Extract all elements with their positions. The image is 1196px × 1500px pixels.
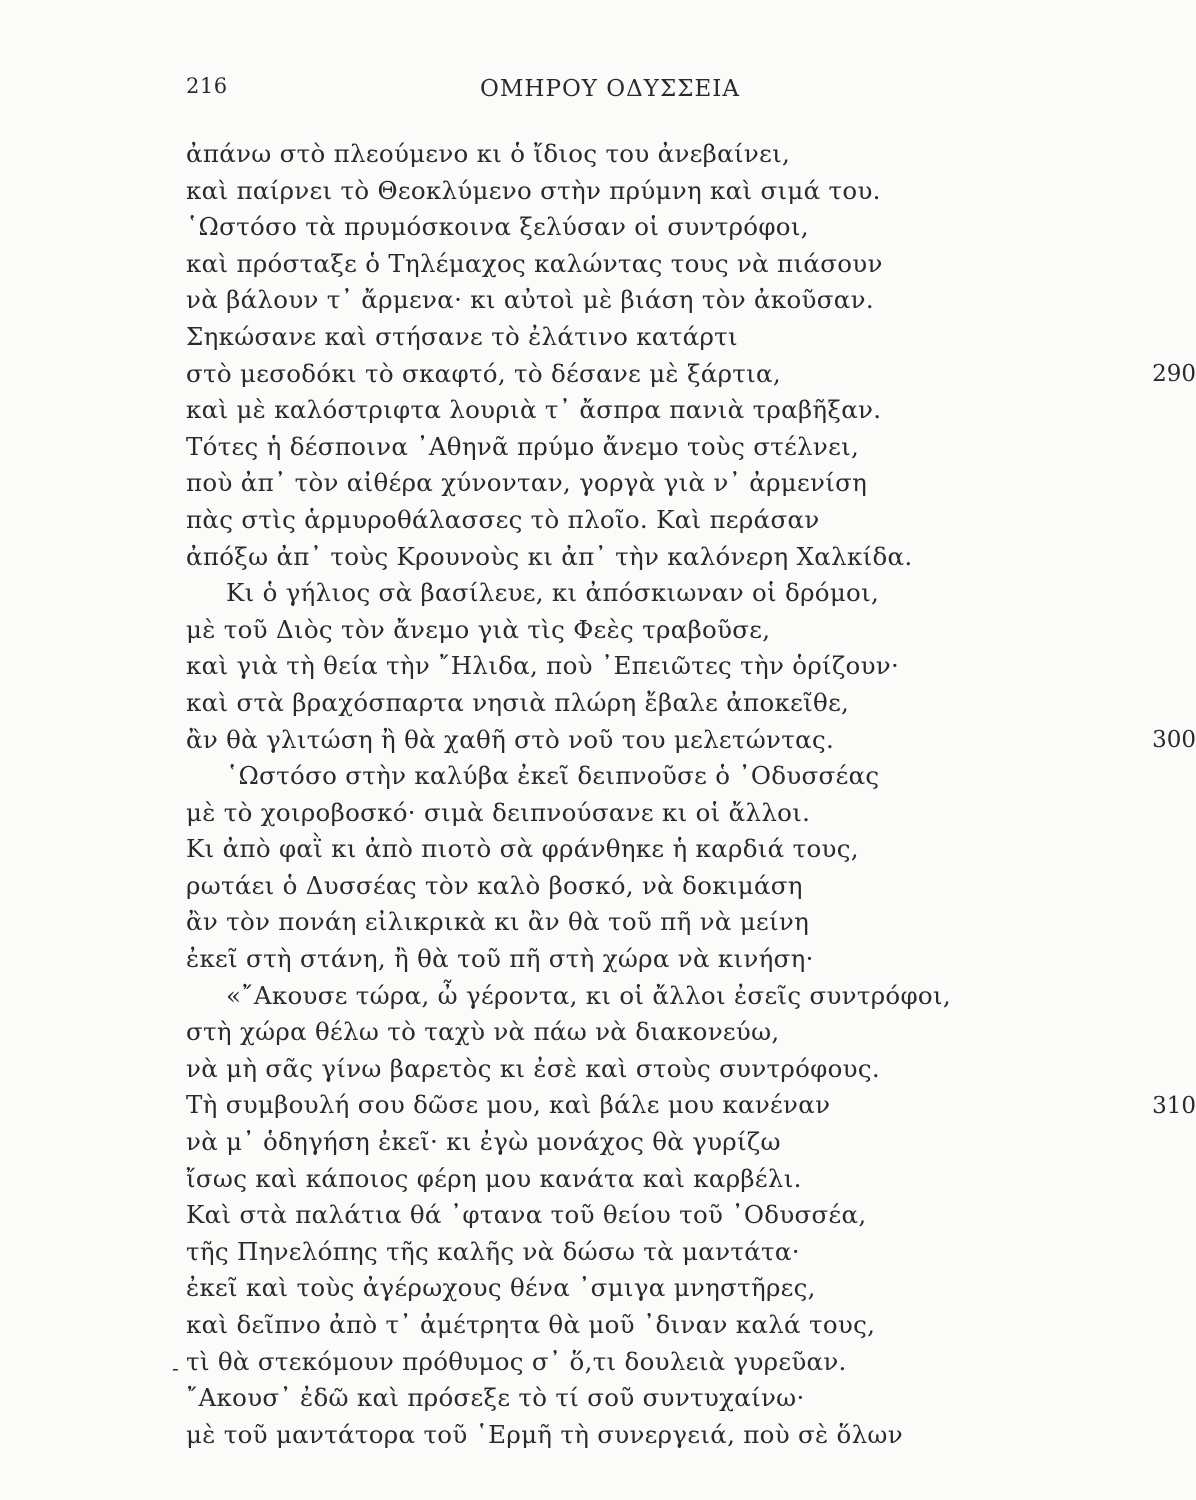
verse-line: Τὴ συμβουλή σου δῶσε μου, καὶ βάλε μου κανέναν [186, 1090, 831, 1120]
verse-line: καὶ γιὰ τὴ θεία τὴν ῎Ηλιδα, ποὺ ᾽Επειῶτες τὴν ὁρίζουν· [186, 651, 900, 681]
verse-line: ῾Ωστόσο τὰ πρυμόσκοινα ξελύσαν οἱ συντρόφοι, [186, 212, 809, 242]
line-number: 290 [1152, 360, 1196, 387]
verse-line: καὶ μὲ καλόστριφτα λουριὰ τ᾽ ἄσπρα πανιὰ τραβῆξαν. [186, 395, 882, 425]
verse-line: Κι ὁ γήλιος σὰ βασίλευε, κι ἀπόσκιωναν οἱ δρόμοι, [226, 578, 880, 608]
verse-line: μὲ τὸ χοιροβοσκό· σιμὰ δειπνούσανε κι οἱ ἄλλοι. [186, 797, 811, 827]
verse-line: τὶ θὰ στεκόμουν πρόθυμος σ᾽ ὅ,τι δουλειὰ γυρεῦαν. [186, 1346, 847, 1376]
verse-line: καὶ παίρνει τὸ Θεοκλύμενο στὴν πρύμνη καὶ σιμά του. [186, 175, 881, 205]
verse-line: στὸ μεσοδόκι τὸ σκαφτό, τὸ δέσανε μὲ ξάρτια, [186, 358, 781, 388]
verse-line: Καὶ στὰ παλάτια θά ᾽φτανα τοῦ θείου τοῦ ᾽Οδυσσέα, [186, 1200, 867, 1230]
verse-line: τῆς Πηνελόπης τῆς καλῆς νὰ δώσω τὰ μαντάτα· [186, 1236, 800, 1266]
running-title: ΟΜΗΡΟΥ ΟΔΥΣΣΕΙΑ [480, 76, 740, 102]
verse-line: νὰ μ᾽ ὁδηγήση ἐκεῖ· κι ἐγὼ μονάχος θὰ γυρίζω [186, 1127, 781, 1157]
verse-line: στὴ χώρα θέλω τὸ ταχὺ νὰ πάω νὰ διακονεύω, [186, 1017, 780, 1047]
page-number: 216 [186, 74, 228, 98]
verse-line: ποὺ ἀπ᾽ τὸν αἰθέρα χύνονταν, γοργὰ γιὰ ν᾽ ἀρμενίση [186, 468, 868, 498]
verse-line: ῎Ακουσ᾽ ἐδῶ καὶ πρόσεξε τὸ τί σοῦ συντυχαίνω· [186, 1383, 805, 1413]
verse-line: Κι ἀπὸ φαῒ κι ἀπὸ πιοτὸ σὰ φράνθηκε ἡ καρδιά τους, [186, 834, 859, 864]
verse-line: ἐκεῖ στὴ στάνη, ἢ θὰ τοῦ πῆ στὴ χώρα νὰ κινήση· [186, 944, 814, 974]
verse-line: καὶ δεῖπνο ἀπὸ τ᾽ ἀμέτρητα θὰ μοῦ ᾽διναν καλά τους, [186, 1310, 876, 1339]
verse-line: ἴσως καὶ κάποιος φέρη μου κανάτα καὶ καρβέλι. [186, 1163, 802, 1193]
verse-line: μὲ τοῦ Διὸς τὸν ἄνεμο γιὰ τὶς Φεὲς τραβοῦσε, [186, 614, 771, 644]
verse-line: καὶ πρόσταξε ὁ Τηλέμαχος καλώντας τους νὰ πιάσουν [186, 248, 883, 278]
verse-line: ἀπάνω στὸ πλεούμενο κι ὁ ἴδιος του ἀνεβαίνει, [186, 139, 791, 168]
line-number: 310 [1152, 1092, 1196, 1119]
verse-line: πὰς στὶς ἁρμυροθάλασσες τὸ πλοῖο. Καὶ περάσαν [186, 504, 820, 534]
stray-mark: - [172, 1356, 179, 1380]
line-number: 300 [1152, 726, 1196, 753]
verse-line: νὰ μὴ σᾶς γίνω βαρετὸς κι ἐσὲ καὶ στοὺς συντρόφους. [186, 1053, 880, 1083]
verse-line: καὶ στὰ βραχόσπαρτα νησιὰ πλώρη ἔβαλε ἀποκεῖθε, [186, 687, 850, 717]
verse-line: ἂν θὰ γλιτώση ἢ θὰ χαθῆ στὸ νοῦ του μελετώντας. [186, 724, 835, 754]
verse-line: ρωτάει ὁ Δυσσέας τὸν καλὸ βοσκό, νὰ δοκιμάση [186, 870, 803, 900]
verse-line: Τότες ἡ δέσποινα ᾽Αθηνᾶ πρύμο ἄνεμο τοὺς στέλνει, [186, 431, 860, 461]
verse-line: ἀπόξω ἀπ᾽ τοὺς Κρουνοὺς κι ἀπ᾽ τὴν καλόνερη Χαλκίδα. [186, 541, 913, 571]
verse-line: ἂν τὸν πονάη εἰλικρικὰ κι ἂν θὰ τοῦ πῆ νὰ μείνη [186, 907, 810, 937]
verse-line: «῎Ακουσε τώρα, ὦ γέροντα, κι οἱ ἄλλοι ἐσεῖς συντρόφοι, [226, 980, 951, 1010]
verse-text [186, 136, 1196, 1453]
verse-line: ῾Ωστόσο στὴν καλύβα ἐκεῖ δειπνοῦσε ὁ ᾽Οδυσσέας [226, 761, 880, 791]
verse-line: ἐκεῖ καὶ τοὺς ἀγέρωχους θένα ᾽σμιγα μνηστῆρες, [186, 1273, 816, 1303]
verse-line: Σηκώσανε καὶ στήσανε τὸ ἐλάτινο κατάρτι [186, 321, 738, 351]
verse-line: νὰ βάλουν τ᾽ ἄρμενα· κι αὐτοὶ μὲ βιάση τὸν ἀκοῦσαν. [186, 285, 874, 315]
verse-line: μὲ τοῦ μαντάτορα τοῦ ῾Ερμῆ τὴ συνεργειά, ποὺ σὲ ὅλων [186, 1419, 903, 1449]
